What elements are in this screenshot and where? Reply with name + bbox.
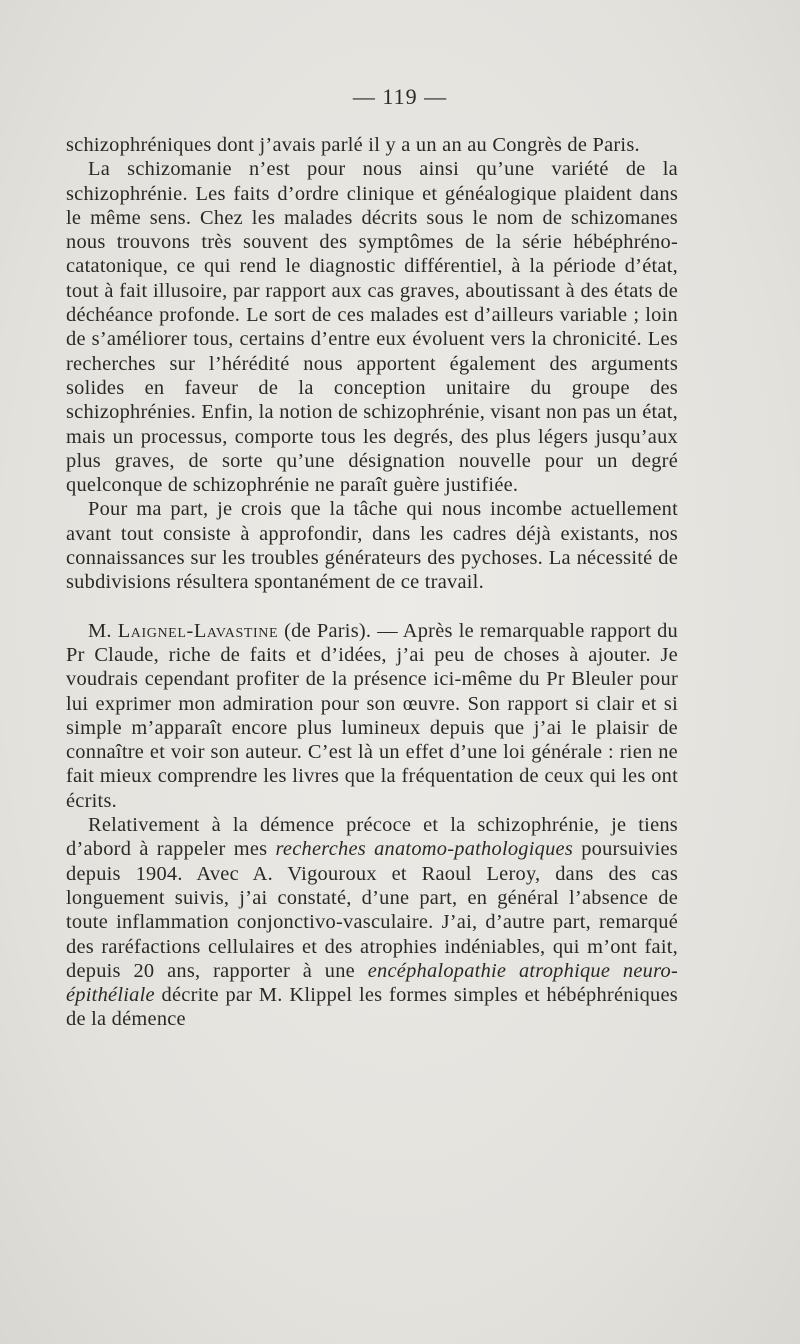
paragraph-laignel-lavastine	[66, 619, 678, 813]
paragraph-schizomanie: La schizomanie n’est pour nous ainsi qu’une variété de la schizophrénie. Les faits d’ordre clinique et généalogique plaident dans le même sens. Chez les malades décrits sous le nom de schizomanes nous trouvons très souvent des symptômes de la série hébéphréno-catatonique, ce qui rend le diagnostic différentiel, à la période d’état, tout à fait illusoire, par rapport aux cas graves, aboutissant à des états de déchéance profonde. Le sort de ces malades est d’ailleurs variable ; loin de s’améliorer tous, certains d’entre eux évoluent vers la chronicité. Les recherches sur l’hérédité nous apportent également des arguments solides en faveur de la conception unitaire du groupe des schizophrénies. Enfin, la notion de schizophrénie, visant non pas un état, mais un processus, comporte tous les degrés, des plus légers jusqu’aux plus graves, de sorte qu’une désignation nouvelle pour un degré quelconque de schizophrénie ne paraît guère justifiée.	[66, 158, 678, 497]
italic-phrase-b: encéphalopathie atrophique neuro-épithéliale	[66, 959, 679, 1007]
paragraph-relativement	[66, 813, 678, 1032]
italic-phrase-a: recherches anatomo-pathologiques	[275, 838, 574, 861]
speaker-name: Laignel-Lavastine	[117, 619, 279, 642]
speaker-origin: (de Paris). —	[284, 619, 398, 642]
body-text	[66, 133, 678, 1032]
page-number: — 119 —	[352, 84, 448, 109]
paragraph-text-c: décrite par M. Klippel les formes simples et hébéphréniques de la démence	[66, 984, 678, 1031]
paragraph-text-b: poursuivies depuis 1904. Avec A. Vigouroux et Raoul Leroy, dans des cas longuement suivis, j’ai constaté, d’une part, en général l’absence de toute inflammation conjonctivo-vasculaire. J’ai, d’autre part, remarqué des raréfactions cellulaires et des atrophies indéniables, qui m’ont fait, depuis 20 ans, rapporter à une	[66, 838, 678, 982]
paragraph-text-a: Relativement à la démence précoce et la schizophrénie, je tiens d’abord à rappeler mes	[66, 814, 678, 861]
speaker-title: M.	[88, 619, 112, 642]
paragraph-pour-ma-part: Pour ma part, je crois que la tâche qui nous incombe actuellement avant tout consiste à approfondir, dans les cadres déjà existants, nos connaissances sur les troubles générateurs des pychoses. La nécessité de subdivisions résultera spontanément de ce travail.	[66, 498, 678, 594]
speech-text: Après le remarquable rapport du Pr Claude, riche de faits et d’idées, j’ai peu de choses à ajouter. Je voudrais cependant profiter de la présence ici-même du Pr Bleuler pour lui exprimer mon admiration pour son œuvre. Son rapport si clair et si simple m’apparaît encore plus lumineux depuis que j’ai le plaisir de connaître et voir son auteur. C’est là un effet d’une loi générale : rien ne fait mieux comprendre les livres que la fréquentation de ceux qui les ont écrits.	[66, 619, 678, 812]
paragraph-continuation: schizophréniques dont j’avais parlé il y a un an au Congrès de Paris.	[66, 134, 640, 156]
